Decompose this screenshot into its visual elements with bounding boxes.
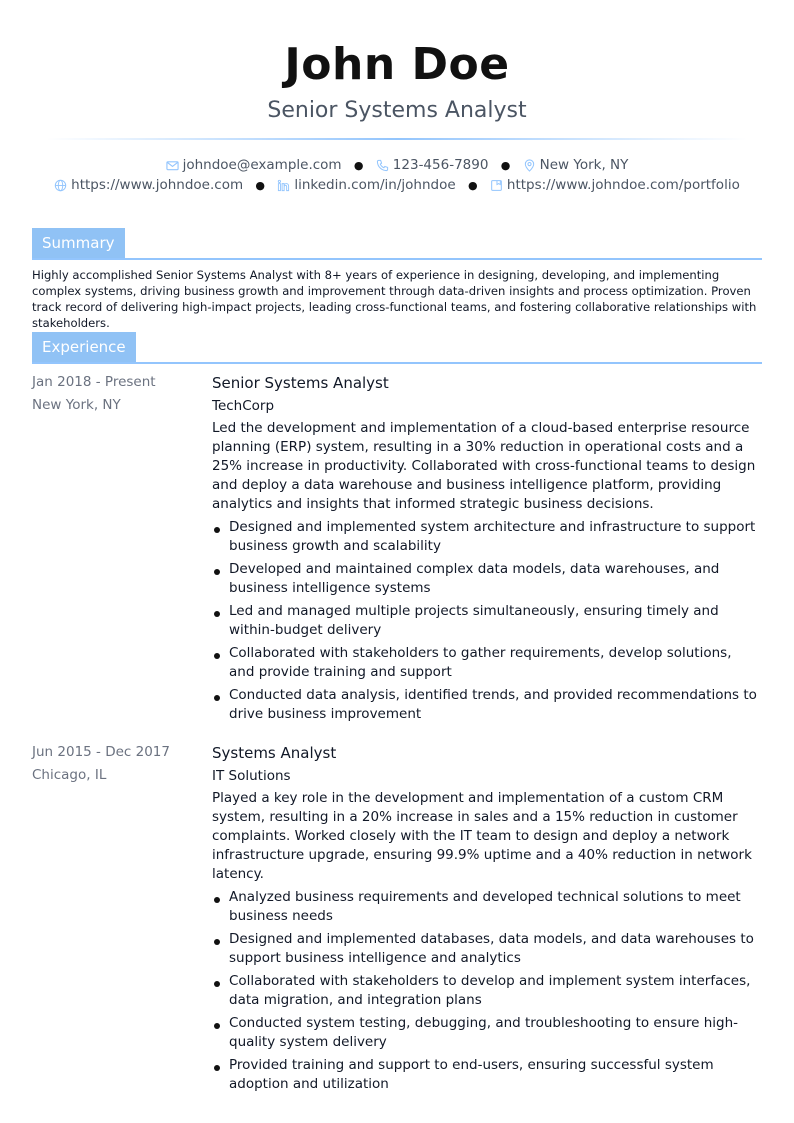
location-text: New York, NY [539, 157, 629, 173]
experience-label: Experience [32, 332, 136, 362]
bullet-item: Designed and implemented system architecture and infrastructure to support business growth and scalability [212, 518, 757, 556]
separator-dot: ● [500, 159, 511, 172]
bullet-item: Conducted system testing, debugging, and troubleshooting to ensure high-quality system delivery [212, 1014, 757, 1052]
header-divider [47, 138, 747, 140]
location-pin-icon [523, 159, 536, 172]
job-description: Played a key role in the development and implementation of a custom CRM system, resulting in a 20% increase in sales and a 15% reduction in customer complaints. Worked closely with the IT team to design and deploy a network infrastructure upgrade, ensuring 99.9% uptime and a 40% reduction in network latency. [212, 790, 752, 882]
summary-label: Summary [32, 228, 125, 258]
website-text: https://www.johndoe.com [71, 176, 244, 193]
email-text: johndoe@example.com [182, 157, 342, 173]
linkedin-icon [277, 179, 290, 192]
mail-icon [166, 159, 179, 172]
candidate-title: Senior Systems Analyst [267, 98, 527, 123]
phone-text: 123-456-7890 [392, 157, 489, 173]
job-meta [32, 371, 202, 417]
portfolio-text: https://www.johndoe.com/portfolio [506, 176, 740, 193]
job-description: Led the development and implementation of a cloud-based enterprise resource planning (ERP) system, resulting in a 30% reduction in operational costs and a 25% increase in productivity. Collaborated with cross-functional teams to design and deploy a data warehouse and business intelligence platform, providing analytics and insights that informed strategic business decisions. [212, 420, 756, 512]
company-name: TechCorp [212, 398, 275, 414]
candidate-name: John Doe [284, 39, 510, 90]
summary-text: Highly accomplished Senior Systems Analyst with 8+ years of experience in designing, developing, and implementing complex systems, driving business growth and improvement through data-driven insights and process optimization. Proven track record of delivering high-impact projects, leading cross-functional teams, and fostering collaborative relationships with stakeholders. [32, 268, 757, 330]
bullet-item: Collaborated with stakeholders to gather requirements, develop solutions, and provide training and support [212, 644, 757, 682]
job-location: Chicago, IL [32, 767, 107, 783]
separator-dot: ● [255, 178, 266, 192]
company-name: IT Solutions [212, 768, 291, 784]
contact-phone[interactable] [376, 156, 489, 175]
bullet-item: Led and managed multiple projects simultaneously, ensuring timely and within-budget delivery [212, 602, 757, 640]
job-dates: Jun 2015 - Dec 2017 [32, 744, 170, 760]
contact-linkedin[interactable] [277, 176, 455, 195]
bullet-item: Developed and maintained complex data models, data warehouses, and business intelligence systems [212, 560, 757, 598]
job-bullets [212, 888, 757, 1094]
contact-location [523, 156, 629, 175]
separator-dot: ● [353, 159, 364, 172]
globe-icon [54, 179, 67, 192]
summary-section-heading [32, 228, 762, 260]
linkedin-text: linkedin.com/in/johndoe [294, 176, 456, 193]
job-details [212, 741, 757, 1098]
contact-website[interactable] [54, 176, 243, 195]
bullet-item: Provided training and support to end-users, ensuring successful system adoption and utilization [212, 1056, 757, 1094]
bullet-item: Designed and implemented databases, data models, and data warehouses to support business intelligence and analytics [212, 930, 757, 968]
resume-header [0, 0, 794, 195]
bullet-item: Analyzed business requirements and developed technical solutions to meet business needs [212, 888, 757, 926]
separator-dot: ● [467, 178, 478, 192]
job-bullets [212, 518, 757, 724]
job-title: Systems Analyst [212, 744, 337, 762]
job-details [212, 371, 757, 728]
phone-icon [376, 159, 389, 172]
contact-email[interactable] [166, 156, 342, 175]
contact-line-secondary [0, 176, 794, 196]
contact-portfolio[interactable] [490, 176, 740, 195]
portfolio-icon [490, 179, 503, 192]
experience-section-heading [32, 332, 762, 364]
contact-line-primary [0, 156, 794, 176]
bullet-item: Collaborated with stakeholders to develop and implement system interfaces, data migration, and integration plans [212, 972, 757, 1010]
bullet-item: Conducted data analysis, identified trends, and provided recommendations to drive business improvement [212, 686, 757, 724]
job-location: New York, NY [32, 397, 121, 413]
job-dates: Jan 2018 - Present [32, 374, 156, 390]
job-meta [32, 741, 202, 787]
job-title: Senior Systems Analyst [212, 374, 389, 392]
